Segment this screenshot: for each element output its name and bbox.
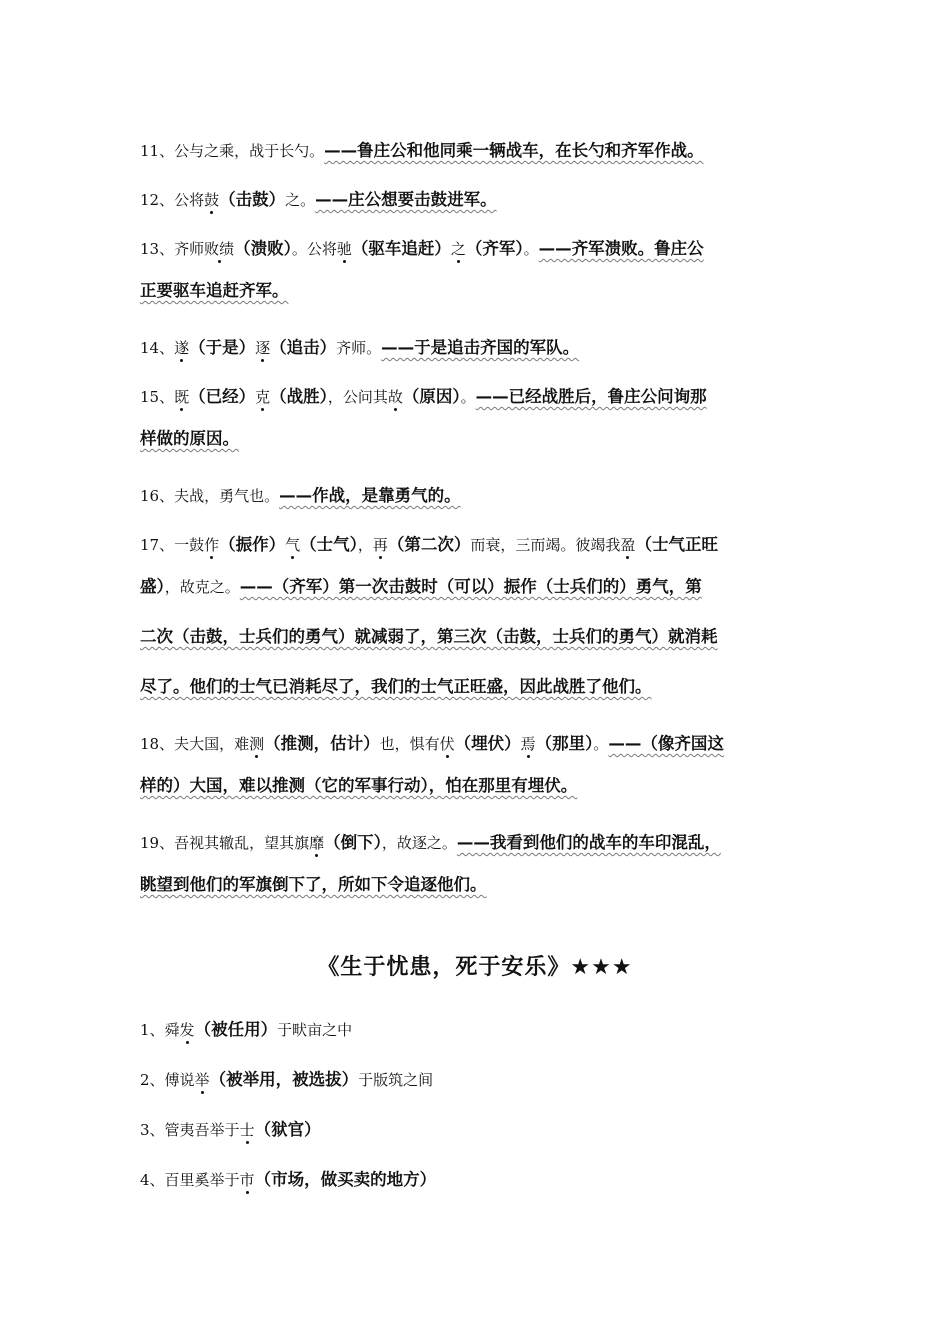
annotation-text: （驱车追赶） [351,239,451,258]
source-text: 16、夫战，勇气也。 [140,487,280,505]
annotation-text: （狱官） [254,1120,321,1139]
source-text: 13、齐师 [140,240,205,258]
annotation-text: （击鼓） [219,190,286,209]
emphasized-char: 测 [249,735,265,753]
annotation-text: 眺望到他们的军旗倒下了，所如下令追逐他们。 [140,875,487,894]
annotation-item [140,1115,816,1145]
source-text: 。 [523,240,539,258]
source-text: 。公将 [291,240,337,258]
section-heading: 《生于忧患，死于安乐》★★★ [317,955,633,980]
emphasized-char: 克 [255,388,271,406]
source-text: 齐师。 [336,339,382,357]
annotation-item [140,232,816,316]
annotation-text: ——庄公想要击鼓进军。 [315,190,497,209]
annotation-text: （士气正旺 [635,535,718,554]
source-text: 11、公与之乘，战于长勺。 [140,142,325,160]
text-line [140,727,816,761]
annotation-text: （被举用，被选拔） [209,1070,359,1089]
text-line [140,860,816,910]
emphasized-char: 盈 [620,536,636,554]
emphasized-char: 之 [450,240,466,258]
source-text: 。 [593,735,609,753]
annotation-text: （振作） [219,535,286,554]
emphasized-char: 伏 [439,735,455,753]
annotation-text: （追击） [270,338,337,357]
source-text: 之。 [285,191,316,209]
annotation-item [140,183,816,217]
emphasized-char: 遂 [174,339,190,357]
source-text: ，公问其 [327,388,388,406]
source-text: 14、 [140,339,175,357]
text-line [140,183,816,217]
text-line [140,1165,816,1195]
annotation-text: （齐军） [465,239,524,258]
annotation-item [140,826,816,910]
annotation-text: （被任用） [194,1020,278,1039]
source-text: 4、百里奚举于 [140,1171,240,1189]
source-text: 而衰，三而竭。彼竭我 [470,536,621,554]
annotation-text: （那里） [535,734,594,753]
annotation-text: ——作战，是靠勇气的。 [279,486,461,505]
emphasized-char: 士 [239,1121,255,1139]
section-sheng-yu-you-huan [140,1015,816,1195]
text-line [140,662,816,712]
annotation-text: 尽了。他们的士气已消耗尽了，我们的士气正旺盛，因此战胜了他们。 [140,677,652,696]
emphasized-char: 既 [174,388,190,406]
annotation-text: ——我看到他们的战车的车印混乱， [456,833,721,852]
emphasized-char: 鼓 [204,191,220,209]
text-line [140,826,816,860]
text-line [140,414,816,464]
text-line [140,232,816,266]
annotation-item [140,1165,816,1195]
source-text: 也，惧有 [379,735,440,753]
annotation-text: （埋伏） [454,734,521,753]
source-text: 17、一鼓 [140,536,205,554]
annotation-text: ——已经战胜后，鲁庄公问询那 [475,387,707,406]
annotation-text: （市场，做买卖的地方） [254,1170,437,1189]
annotation-text: 正要驱车追赶齐军。 [140,281,289,300]
annotation-text: 样的）大国，难以推测（它的军事行动），怕在那里有埋伏。 [140,776,578,795]
annotation-text: （推测，估计） [264,734,380,753]
text-line [140,562,816,612]
annotation-item [140,479,816,513]
annotation-text: ——鲁庄公和他同乘一辆战车，在长勺和齐军作战。 [324,141,704,160]
source-text: 。 [460,388,476,406]
source-text: ，故逐之。 [381,834,457,852]
annotation-text: （士气） [300,535,358,554]
annotation-text: （已经） [189,387,256,406]
annotation-text: （第二次） [387,535,471,554]
source-text: 于畎亩之中 [277,1021,353,1039]
text-line [140,266,816,316]
emphasized-char: 再 [372,536,388,554]
source-text: ， [357,536,373,554]
emphasized-char: 发 [179,1021,195,1039]
annotation-text: 样做的原因。 [140,429,239,448]
annotation-text: ——（像齐国这 [608,734,724,753]
emphasized-char: 焉 [520,735,536,753]
annotation-text: （原因） [402,387,461,406]
annotation-item [140,134,816,168]
emphasized-char: 作 [204,536,220,554]
text-line [140,1015,816,1045]
text-line [140,1115,816,1145]
emphasized-char: 市 [239,1171,255,1189]
source-text: 15、 [140,388,175,406]
annotation-text: ——于是追击齐国的军队。 [381,338,580,357]
annotation-item [140,1015,816,1045]
annotation-text: （战胜） [270,387,328,406]
emphasized-char: 靡 [309,834,325,852]
source-text: 于版筑之间 [358,1071,434,1089]
source-text: 12、公将 [140,191,205,209]
source-text: 2、傅说 [140,1071,195,1089]
source-text: 3、管夷吾举于 [140,1121,240,1139]
text-line [140,761,816,811]
emphasized-char: 故 [387,388,403,406]
text-line [140,612,816,662]
text-line [140,380,816,414]
text-line [140,331,816,365]
annotation-text: （溃败） [234,239,292,258]
source-text: 18、夫大国，难 [140,735,250,753]
section-cao-gui-lun-zhan [140,134,816,910]
annotation-item [140,380,816,464]
source-text: ，故克之。 [164,578,240,596]
annotation-item [140,528,816,712]
text-line [140,479,816,513]
annotation-text: 盛） [140,577,165,596]
text-line [140,134,816,168]
source-text: 19、吾视其辙乱，望其旗 [140,834,310,852]
source-text: 1、舜 [140,1021,180,1039]
emphasized-char: 逐 [255,339,271,357]
text-line [140,528,816,562]
text-line [140,1065,816,1095]
emphasized-char: 败绩 [204,240,235,258]
annotation-item [140,1065,816,1095]
annotation-text: （于是） [189,338,256,357]
emphasized-char: 驰 [336,240,352,258]
annotation-item [140,331,816,365]
annotation-text: 二次（击鼓，士兵们的勇气）就减弱了，第三次（击鼓，士兵们的勇气）就消耗 [140,627,718,646]
annotation-text: ——（齐军）第一次击鼓时（可以）振作（士兵们的）勇气，第 [239,577,702,596]
annotation-item [140,727,816,811]
emphasized-char: 举 [194,1071,210,1089]
annotation-text: （倒下） [324,833,382,852]
annotation-text: ——齐军溃败。鲁庄公 [538,239,704,258]
emphasized-char: 气 [285,536,301,554]
